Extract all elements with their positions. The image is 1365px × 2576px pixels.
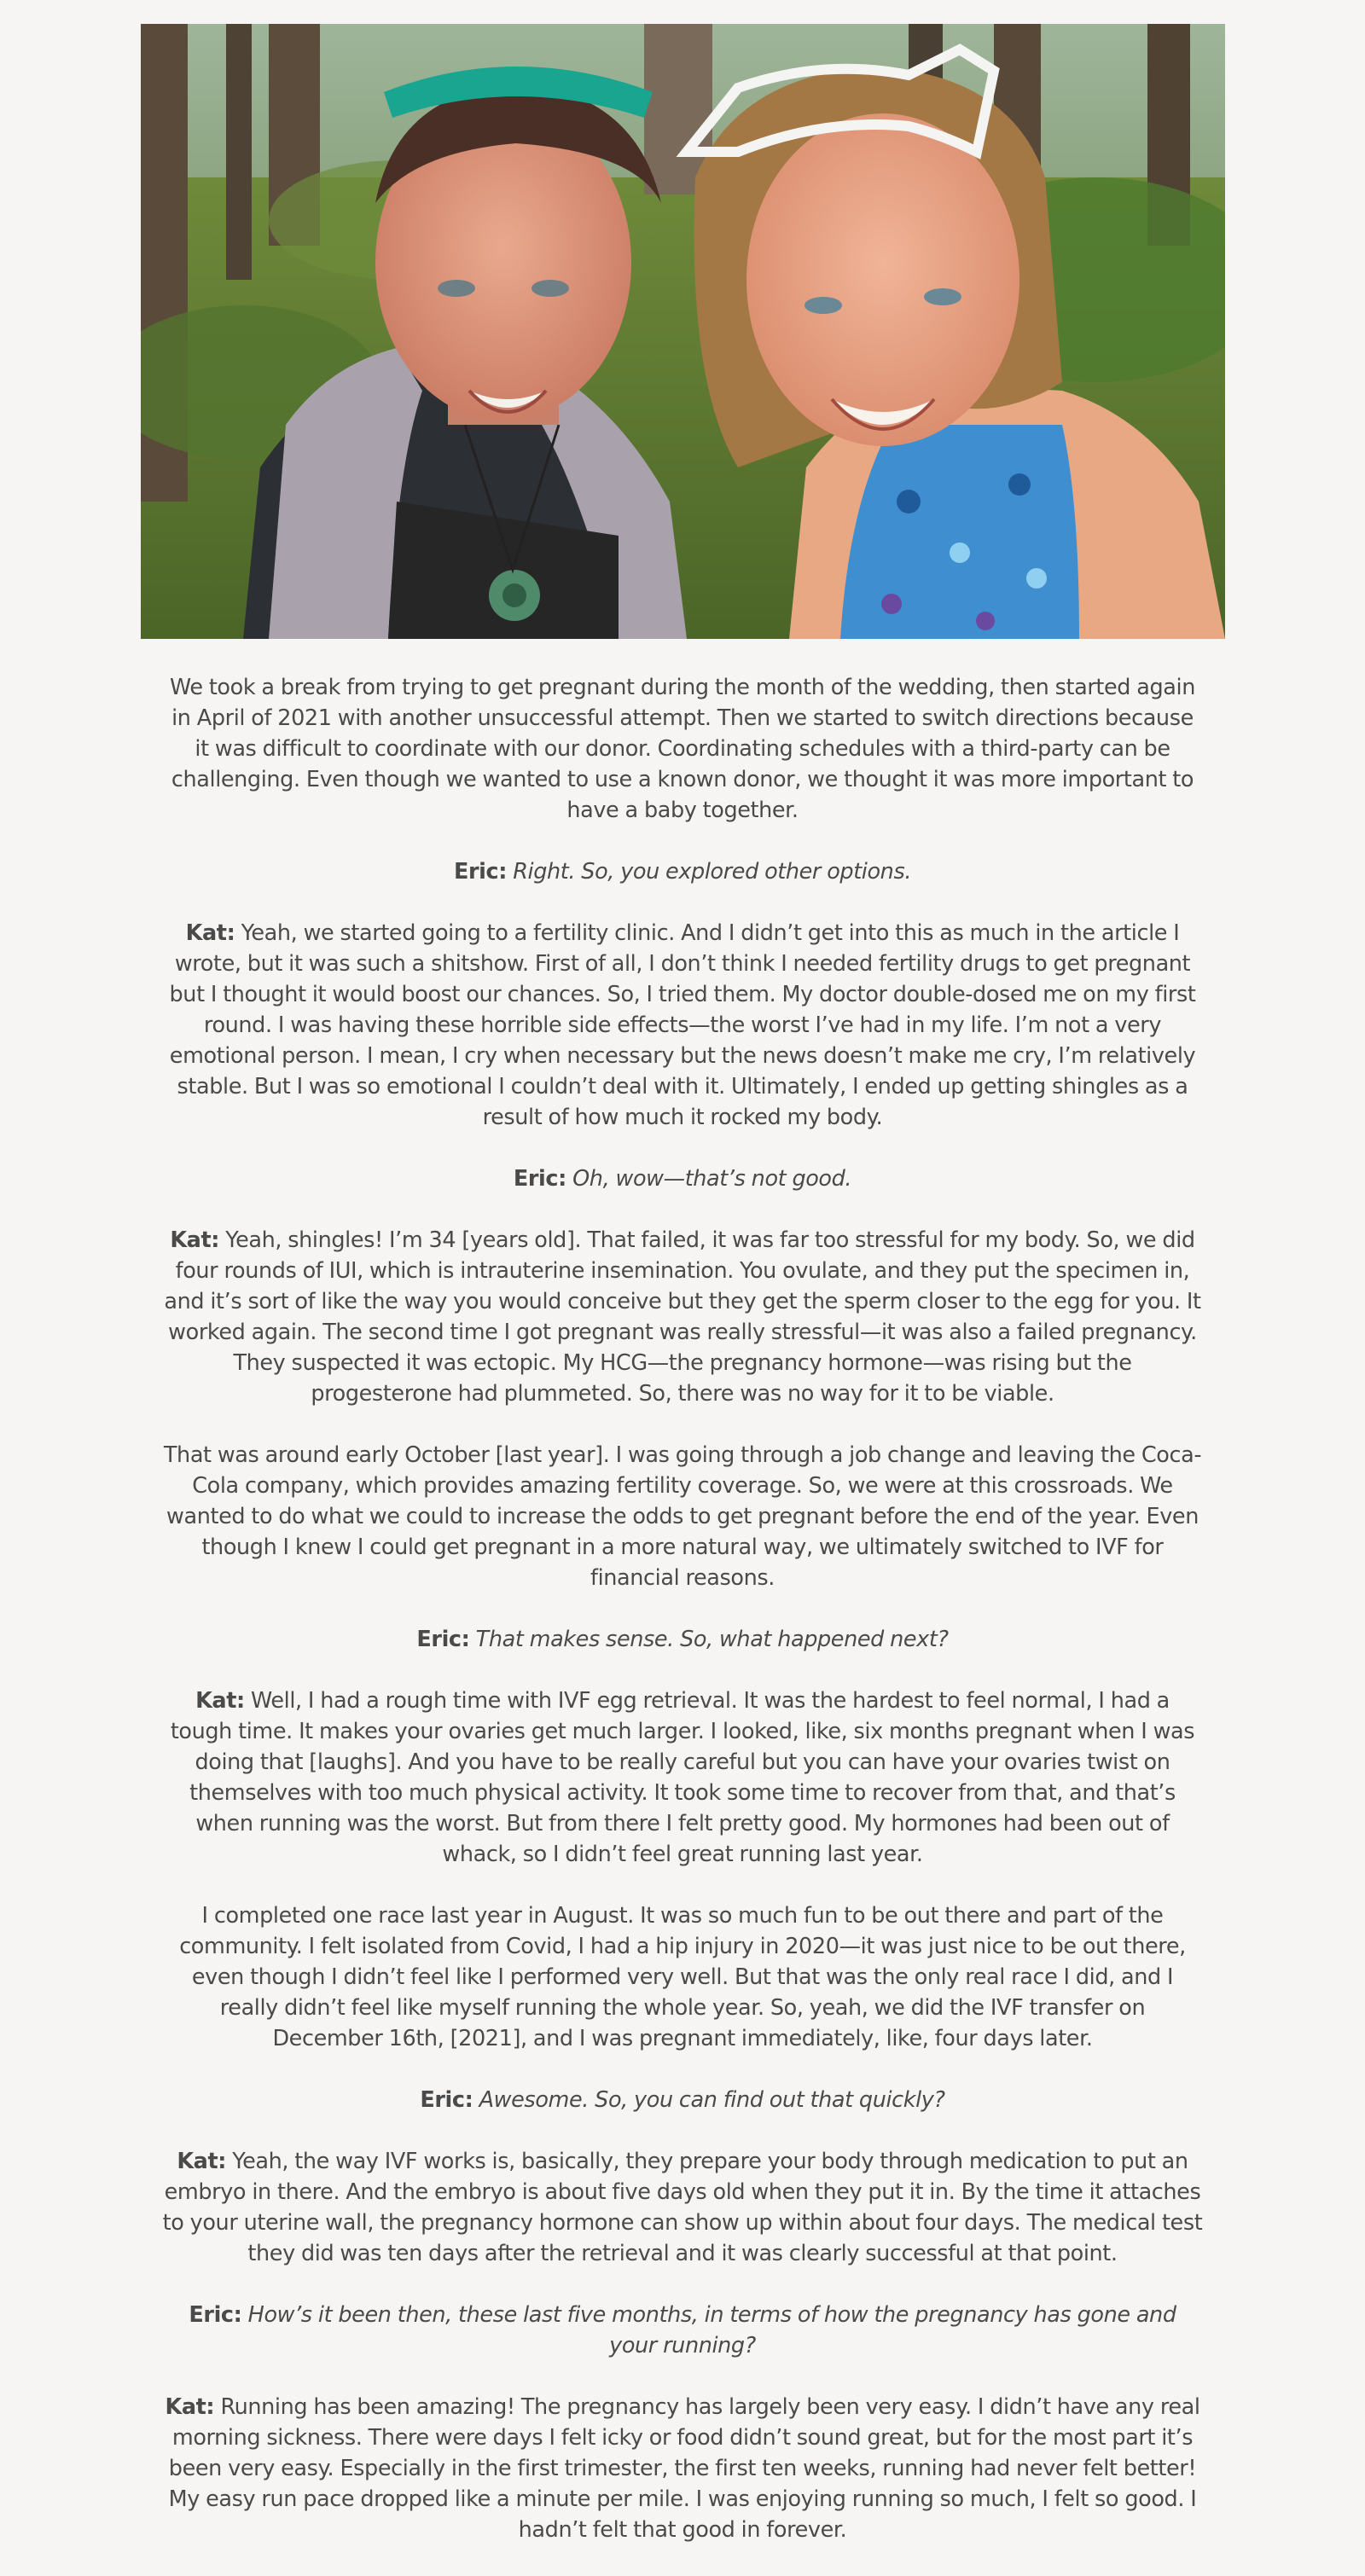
paragraph-13 bbox=[162, 2392, 1203, 2545]
question-text: How’s it been then, these last five months, in terms of how the pregnancy has gone and your running? bbox=[247, 2302, 1176, 2358]
answer-text: Yeah, shingles! I’m 34 [years old]. That failed, it was far too stressful for my body. So, we did four rounds of IUI, which is intrauterine insemination. You ovulate, and they put the specimen in, and it’s sort of like the way you would conceive but they get the sperm closer to the egg for you. It worked again. The second time I got pregnant was really stressful—it was also a failed pregnancy. They suspected it was ectopic. My HCG—the pregnancy hormone—was rising but the progesterone had plummeted. So, there was no way for it to be viable. bbox=[164, 1227, 1201, 1407]
speaker-label: Kat: bbox=[165, 2394, 215, 2420]
question-text: That makes sense. So, what happened next? bbox=[475, 1627, 949, 1652]
question-text: Oh, wow—that’s not good. bbox=[572, 1166, 852, 1192]
answer-text: Well, I had a rough time with IVF egg retrieval. It was the hardest to feel normal, I had a tough time. It makes your ovaries get much larger. I looked, like, six months pregnant when I was doing that [laughs]. And you have to be really careful but you can have your ovaries twist on themselves with too much physical activity. It took some time to recover from that, and that’s when running was the worst. But from there I felt pretty good. My hormones had been out of whack, so I didn’t feel great running last year. bbox=[170, 1688, 1195, 1867]
paragraph-4 bbox=[162, 1163, 1203, 1194]
paragraph-7 bbox=[162, 1624, 1203, 1655]
question-text: Right. So, you explored other options. bbox=[513, 859, 912, 885]
speaker-label: Kat: bbox=[185, 920, 235, 946]
paragraph-10 bbox=[162, 2085, 1203, 2115]
answer-text: That was around early October [last year]. I was going through a job change and leaving the Coca-Cola company, which provides amazing fertility coverage. So, we were at this crossroads. We wanted to do what we could to increase the odds to get pregnant before the end of the year. Even though I knew I could get pregnant in a more natural way, we ultimately switched to IVF for financial reasons. bbox=[163, 1442, 1202, 1591]
speaker-label: Kat: bbox=[170, 1227, 220, 1253]
interview-article bbox=[162, 672, 1203, 2576]
paragraph-2 bbox=[162, 856, 1203, 887]
speaker-label: Kat: bbox=[195, 1688, 245, 1714]
paragraph-9 bbox=[162, 1900, 1203, 2054]
paragraph-8 bbox=[162, 1685, 1203, 1870]
question-text: Awesome. So, you can find out that quickly? bbox=[479, 2087, 945, 2113]
answer-text: I completed one race last year in August. It was so much fun to be out there and part of the community. I felt isolated from Covid, I had a hip injury in 2020—it was just nice to be out there, even though I didn’t feel like I performed very well. But that was the only real race I did, and I really didn’t feel like myself running the whole year. So, yeah, we did the IVF transfer on December 16th, [2021], and I was pregnant immediately, like, four days later. bbox=[179, 1903, 1186, 2051]
answer-text: Yeah, the way IVF works is, basically, they prepare your body through medication to put an embryo in there. And the embryo is about five days old when they put it in. By the time it attaches to your uterine wall, the pregnancy hormone can show up within about four days. The medical test they did was ten days after the retrieval and it was clearly successful at that point. bbox=[162, 2149, 1203, 2266]
paragraph-3 bbox=[162, 918, 1203, 1133]
paragraph-12 bbox=[162, 2300, 1203, 2361]
answer-text: Running has been amazing! The pregnancy has largely been very easy. I didn’t have any real morning sickness. There were days I felt icky or food didn’t sound great, but for the most part it’s been very easy. Especially in the first trimester, the first ten weeks, running had never felt better! My easy run pace dropped like a minute per mile. I was enjoying running so much, I felt so good. I hadn’t felt that good in forever. bbox=[168, 2394, 1200, 2543]
paragraph-11 bbox=[162, 2146, 1203, 2269]
paragraph-5 bbox=[162, 1225, 1203, 1409]
speaker-label: Eric: bbox=[189, 2302, 242, 2328]
speaker-label: Kat: bbox=[177, 2149, 227, 2174]
speaker-label: Eric: bbox=[453, 859, 508, 885]
answer-text: Yeah, we started going to a fertility clinic. And I didn’t get into this as much in the article I wrote, but it was such a shitshow. First of all, I don’t think I needed fertility drugs to get pregnant but I thought it would boost our chances. So, I tried them. My doctor double-dosed me on my first round. I was having these horrible side effects—the worst I’ve had in my life. I’m not a very emotional person. I mean, I cry when necessary but the news doesn’t make me cry, I’m relatively stable. But I was so emotional I couldn’t deal with it. Ultimately, I ended up getting shingles as a result of how much it rocked my body. bbox=[169, 920, 1196, 1130]
speaker-label: Eric: bbox=[513, 1166, 566, 1192]
speaker-label: Eric: bbox=[416, 1627, 470, 1652]
paragraph-1: We took a break from trying to get pregnant during the month of the wedding, then started again in April of 2021 with another unsuccessful attempt. Then we started to switch directions because it was difficult to coordinate with our donor. Coordinating schedules with a third-party can be challenging. Even though we wanted to use a known donor, we thought it was more important to have a baby together. bbox=[170, 675, 1195, 823]
speaker-label: Eric: bbox=[420, 2087, 473, 2113]
paragraph-6 bbox=[162, 1440, 1203, 1593]
selfie-illustration bbox=[141, 24, 1225, 639]
article-photo bbox=[141, 24, 1225, 639]
